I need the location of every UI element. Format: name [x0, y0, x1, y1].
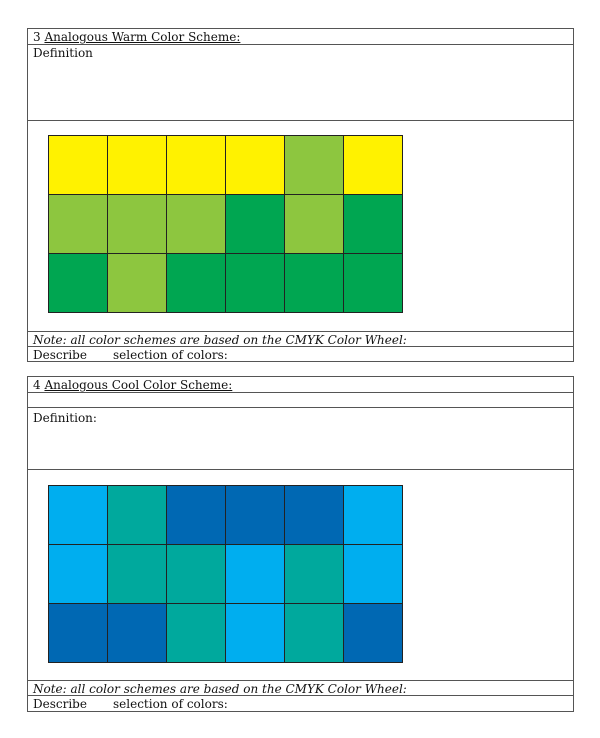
describe-row[interactable] — [28, 347, 573, 362]
color-swatch — [344, 195, 403, 254]
describe-row[interactable] — [28, 696, 573, 711]
note-row — [28, 681, 573, 696]
color-swatch — [49, 136, 108, 195]
color-swatch — [226, 545, 285, 604]
color-swatch — [226, 604, 285, 663]
warm-swatch-grid — [48, 135, 403, 313]
color-swatch — [344, 136, 403, 195]
blank-row — [28, 393, 573, 408]
definition-label: Definition — [33, 46, 93, 60]
warm-scheme-section — [27, 28, 574, 362]
color-swatch — [344, 486, 403, 545]
swatch-area — [28, 470, 573, 681]
section-number: 3 — [33, 30, 41, 44]
section-title — [33, 30, 240, 44]
color-swatch — [108, 195, 167, 254]
color-swatch — [49, 195, 108, 254]
color-swatch — [344, 545, 403, 604]
color-swatch — [108, 136, 167, 195]
color-swatch — [285, 136, 344, 195]
color-swatch — [108, 545, 167, 604]
color-swatch — [285, 195, 344, 254]
cool-swatch-grid — [48, 485, 403, 663]
color-swatch — [49, 604, 108, 663]
definition-box[interactable] — [28, 45, 573, 121]
color-swatch — [344, 254, 403, 313]
color-swatch — [285, 545, 344, 604]
color-swatch — [226, 486, 285, 545]
color-swatch — [108, 486, 167, 545]
color-swatch — [226, 195, 285, 254]
color-swatch — [285, 254, 344, 313]
color-swatch — [285, 604, 344, 663]
note-row — [28, 332, 573, 347]
section-title-row — [28, 377, 573, 393]
section-title-text: Analogous Cool Color Scheme: — [44, 378, 233, 392]
color-swatch — [49, 254, 108, 313]
color-swatch — [49, 486, 108, 545]
color-swatch — [108, 254, 167, 313]
color-swatch — [285, 486, 344, 545]
section-title — [33, 378, 232, 392]
cool-scheme-section — [27, 376, 574, 712]
selection-label: selection of colors: — [113, 348, 228, 362]
selection-label: selection of colors: — [113, 697, 228, 711]
note-text: Note: all color schemes are based on the CMYK Color Wheel: — [33, 682, 407, 696]
describe-label: Describe — [33, 697, 87, 711]
color-swatch — [167, 136, 226, 195]
describe-label: Describe — [33, 348, 87, 362]
definition-box[interactable] — [28, 408, 573, 470]
note-text: Note: all color schemes are based on the CMYK Color Wheel: — [33, 333, 407, 347]
swatch-area — [28, 121, 573, 332]
color-swatch — [167, 486, 226, 545]
section-title-row — [28, 29, 573, 45]
color-swatch — [226, 254, 285, 313]
color-swatch — [167, 254, 226, 313]
section-number: 4 — [33, 378, 41, 392]
color-swatch — [344, 604, 403, 663]
definition-label: Definition: — [33, 411, 97, 425]
color-swatch — [226, 136, 285, 195]
color-swatch — [167, 604, 226, 663]
color-swatch — [108, 604, 167, 663]
color-swatch — [167, 545, 226, 604]
color-swatch — [49, 545, 108, 604]
color-swatch — [167, 195, 226, 254]
section-title-text: Analogous Warm Color Scheme: — [44, 30, 241, 44]
